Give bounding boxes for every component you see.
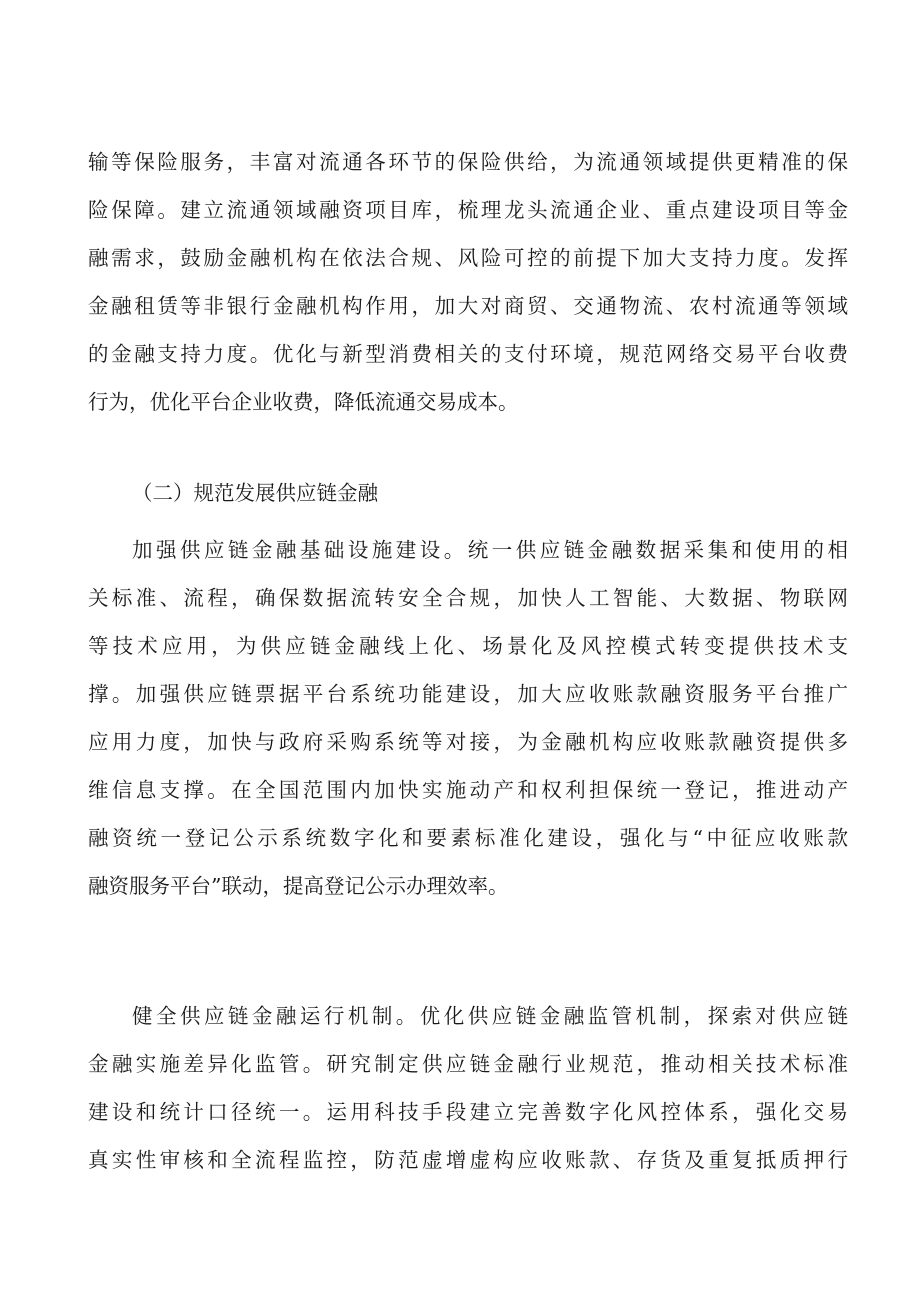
text-line: 应用力度，加快与政府采购系统等对接，为金融机构应收账款融资提供多: [88, 730, 848, 754]
text-line: 撑。加强供应链票据平台系统功能建设，加大应收账款融资服务平台推广: [88, 682, 848, 706]
paragraph-supply-chain-mechanism: [88, 992, 848, 1184]
text-line: 关标准、流程，确保数据流转安全合规，加快人工智能、大数据、物联网: [88, 586, 848, 610]
text-line: 等技术应用，为供应链金融线上化、场景化及风控模式转变提供技术支: [88, 634, 848, 658]
text-line: 融资统一登记公示系统数字化和要素标准化建设，强化与“中征应收账款: [88, 826, 848, 850]
text-line: 健全供应链金融运行机制。优化供应链金融监管机制，探索对供应链: [132, 1004, 848, 1028]
paragraph-supply-chain-infrastructure: [88, 526, 848, 910]
text-line: 行为，优化平台企业收费，降低流通交易成本。: [88, 390, 519, 414]
text-line: 险保障。建立流通领域融资项目库，梳理龙头流通企业、重点建设项目等金: [88, 198, 848, 222]
text-line: 输等保险服务，丰富对流通各环节的保险供给，为流通领域提供更精准的保: [88, 150, 848, 174]
text-line: 维信息支撑。在全国范围内加快实施动产和权利担保统一登记，推进动产: [88, 778, 848, 802]
section-heading: （二）规范发展供应链金融: [132, 481, 378, 505]
text-line: 融资服务平台”联动，提高登记公示办理效率。: [88, 874, 509, 898]
text-line: 建设和统计口径统一。运用科技手段建立完善数字化风控体系，强化交易: [88, 1100, 848, 1124]
text-line: 融需求，鼓励金融机构在依法合规、风险可控的前提下加大支持力度。发挥: [88, 246, 848, 270]
text-line: 真实性审核和全流程监控，防范虚增虚构应收账款、存货及重复抵质押行: [88, 1148, 848, 1172]
paragraph-insurance-financing: [88, 138, 848, 426]
text-line: 金融实施差异化监管。研究制定供应链金融行业规范，推动相关技术标准: [88, 1052, 848, 1076]
text-line: 加强供应链金融基础设施建设。统一供应链金融数据采集和使用的相: [132, 538, 848, 562]
text-line: 金融租赁等非银行金融机构作用，加大对商贸、交通物流、农村流通等领域: [88, 294, 848, 318]
text-line: 的金融支持力度。优化与新型消费相关的支付环境，规范网络交易平台收费: [88, 342, 848, 366]
